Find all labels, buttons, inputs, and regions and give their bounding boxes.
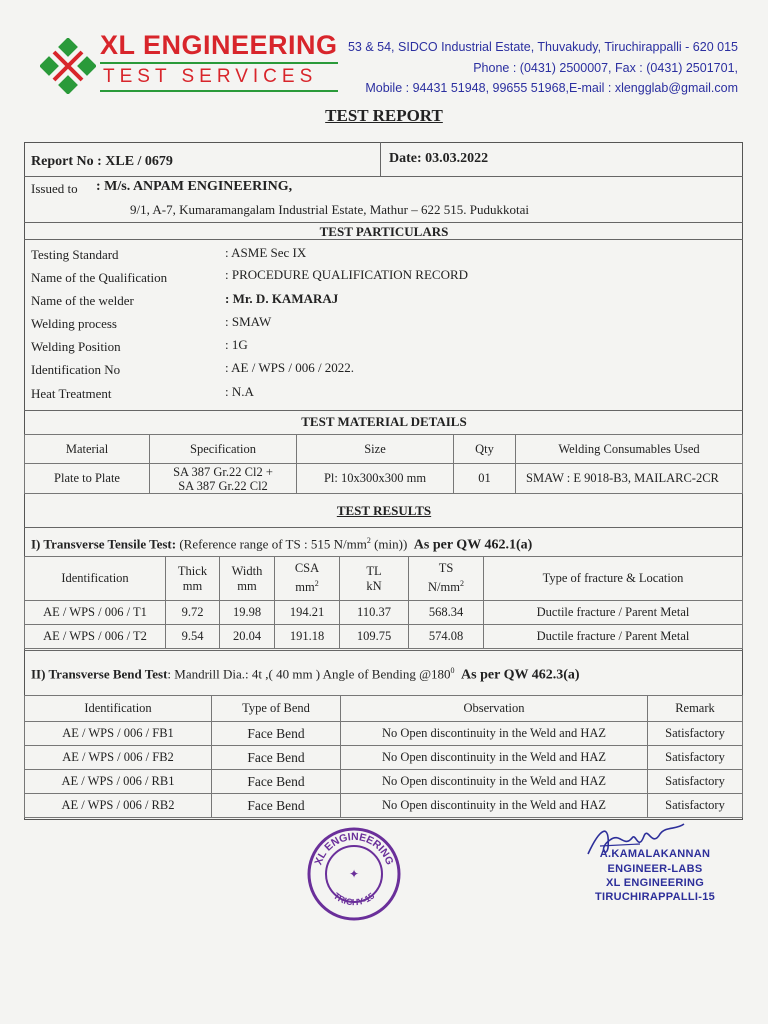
tensile-title-superscript: 2 bbox=[366, 536, 371, 545]
csa-cell: 194.21 bbox=[275, 601, 340, 625]
table-header: Specification bbox=[150, 435, 297, 464]
observation-cell: No Open discontinuity in the Weld and HAZ bbox=[341, 722, 648, 746]
tl-cell: 109.75 bbox=[340, 625, 409, 649]
fracture-cell: Ductile fracture / Parent Metal bbox=[484, 601, 743, 625]
id-cell: AE / WPS / 006 / FB1 bbox=[25, 722, 212, 746]
table-header: Welding Consumables Used bbox=[516, 435, 743, 464]
bend-type-cell: Face Bend bbox=[212, 770, 341, 794]
table-header: Qty bbox=[454, 435, 516, 464]
particular-value: : ASME Sec IX bbox=[225, 245, 307, 260]
issued-to-name: : M/s. ANPAM ENGINEERING, bbox=[96, 179, 293, 194]
table-header bbox=[166, 557, 220, 601]
diamond-cross-logo-icon bbox=[40, 38, 96, 94]
svg-text:TRICHY-15 bbox=[332, 891, 377, 908]
particular-label: Heat Treatment bbox=[31, 386, 112, 401]
issued-to-address: 9/1, A-7, Kumaramangalam Industrial Estate, Mathur – 622 515. Pudukkotai bbox=[130, 202, 529, 217]
header-thick: Thick bbox=[177, 563, 208, 578]
signatory-role: ENGINEER-LABS bbox=[607, 863, 703, 875]
table-header: Material bbox=[25, 435, 150, 464]
tensile-title-tail: (min)) bbox=[370, 536, 408, 552]
specification-line: SA 387 Gr.22 Cl2 + bbox=[173, 464, 273, 479]
observation-cell: No Open discontinuity in the Weld and HAZ bbox=[341, 746, 648, 770]
table-header: Type of Bend bbox=[212, 696, 341, 722]
size-cell: Pl: 10x300x300 mm bbox=[297, 464, 454, 494]
header-ts: TS bbox=[438, 561, 454, 576]
particular-value: : PROCEDURE QUALIFICATION RECORD bbox=[225, 267, 469, 282]
id-cell: AE / WPS / 006 / RB1 bbox=[25, 770, 212, 794]
table-header: Type of fracture & Location bbox=[484, 557, 743, 601]
header-thick-unit: mm bbox=[182, 578, 203, 593]
bend-title-superscript: 0 bbox=[450, 666, 455, 675]
bend-type-cell: Face Bend bbox=[212, 794, 341, 818]
table-row bbox=[25, 794, 743, 818]
particular-label: Welding process bbox=[31, 316, 117, 331]
divider bbox=[24, 410, 743, 411]
signatory-place: TIRUCHIRAPPALLI-15 bbox=[594, 891, 716, 903]
welder-name: : Mr. D. KAMARAJ bbox=[225, 291, 339, 306]
report-date: Date: 03.03.2022 bbox=[389, 151, 489, 166]
remark-cell: Satisfactory bbox=[648, 770, 743, 794]
brand-subtitle: TEST SERVICES bbox=[103, 66, 318, 87]
brand-rule-top bbox=[100, 62, 338, 64]
table-header-row bbox=[25, 435, 743, 464]
particular-label: Identification No bbox=[31, 362, 121, 377]
material-cell: Plate to Plate bbox=[25, 464, 150, 494]
fracture-cell: Ductile fracture / Parent Metal bbox=[484, 625, 743, 649]
tensile-title-text: (Reference range of TS : 515 N/mm bbox=[176, 536, 367, 552]
section-heading-material: TEST MATERIAL DETAILS bbox=[301, 414, 467, 429]
table-header-row bbox=[25, 696, 743, 722]
id-cell: AE / WPS / 006 / T1 bbox=[25, 601, 166, 625]
table-header: Observation bbox=[341, 696, 648, 722]
remark-cell: Satisfactory bbox=[648, 794, 743, 818]
particular-label: Name of the Qualification bbox=[31, 270, 168, 285]
divider bbox=[380, 142, 381, 176]
table-header bbox=[340, 557, 409, 601]
company-seal-stamp bbox=[306, 826, 402, 922]
observation-cell: No Open discontinuity in the Weld and HAZ bbox=[341, 794, 648, 818]
table-header-row bbox=[25, 557, 743, 601]
table-header: Remark bbox=[648, 696, 743, 722]
particular-label: Testing Standard bbox=[31, 247, 119, 262]
table-row bbox=[25, 464, 743, 494]
header-tl-unit: kN bbox=[366, 578, 382, 593]
material-table bbox=[24, 434, 743, 494]
specification-line: SA 387 Gr.22 Cl2 bbox=[178, 478, 268, 493]
table-header bbox=[220, 557, 275, 601]
seal-top-text: XL ENGINEERING bbox=[312, 830, 396, 867]
phone-fax-line: Phone : (0431) 2500007, Fax : (0431) 2501701, bbox=[473, 61, 738, 75]
table-row bbox=[25, 722, 743, 746]
table-header bbox=[275, 557, 340, 601]
observation-cell: No Open discontinuity in the Weld and HAZ bbox=[341, 770, 648, 794]
issued-to-label: Issued to bbox=[31, 181, 78, 196]
table-row bbox=[25, 746, 743, 770]
table-row bbox=[25, 625, 743, 649]
thick-cell: 9.72 bbox=[166, 601, 220, 625]
thick-cell: 9.54 bbox=[166, 625, 220, 649]
divider bbox=[24, 239, 743, 240]
signatory-company: XL ENGINEERING bbox=[605, 877, 705, 889]
width-cell: 20.04 bbox=[220, 625, 275, 649]
bend-title-bold: II) Transverse Bend Test bbox=[31, 666, 168, 682]
qty-cell: 01 bbox=[454, 464, 516, 494]
header-csa: CSA bbox=[294, 561, 320, 576]
results-heading-text: TEST RESULTS bbox=[336, 503, 432, 518]
divider bbox=[24, 527, 743, 528]
remark-cell: Satisfactory bbox=[648, 746, 743, 770]
tl-cell: 110.37 bbox=[340, 601, 409, 625]
particular-value: : 1G bbox=[225, 337, 248, 352]
header-ts-unit: N/mm bbox=[428, 580, 460, 595]
divider bbox=[24, 650, 743, 651]
tensile-table bbox=[24, 556, 743, 649]
id-cell: AE / WPS / 006 / T2 bbox=[25, 625, 166, 649]
header-ts-superscript: 2 bbox=[459, 579, 464, 589]
csa-cell: 191.18 bbox=[275, 625, 340, 649]
table-header: Size bbox=[297, 435, 454, 464]
particular-value: : SMAW bbox=[225, 314, 272, 329]
particular-label: Welding Position bbox=[31, 339, 121, 354]
bend-type-cell: Face Bend bbox=[212, 746, 341, 770]
header-csa-superscript: 2 bbox=[314, 579, 319, 589]
specification-cell bbox=[150, 464, 297, 494]
divider bbox=[24, 176, 743, 177]
tensile-test-title bbox=[31, 536, 532, 553]
section-heading-results bbox=[0, 503, 768, 519]
particular-value: : AE / WPS / 006 / 2022. bbox=[225, 360, 355, 375]
header-tl: TL bbox=[366, 563, 382, 578]
svg-text:XL ENGINEERING bbox=[312, 831, 395, 867]
section-heading-particulars: TEST PARTICULARS bbox=[319, 224, 449, 239]
id-cell: AE / WPS / 006 / RB2 bbox=[25, 794, 212, 818]
ts-cell: 568.34 bbox=[409, 601, 484, 625]
table-row bbox=[25, 770, 743, 794]
tensile-title-reference: As per QW 462.1(a) bbox=[413, 537, 533, 553]
tensile-title-bold: I) Transverse Tensile Test: bbox=[31, 536, 177, 552]
width-cell: 19.98 bbox=[220, 601, 275, 625]
particular-value: : N.A bbox=[225, 384, 254, 399]
bend-title-text: : Mandrill Dia.: 4t ,( 40 mm ) Angle of Bending @180 bbox=[167, 666, 451, 682]
divider bbox=[24, 222, 743, 223]
brand-title: XL ENGINEERING bbox=[100, 30, 338, 60]
seal-bottom-text: TRICHY-15 bbox=[331, 890, 377, 908]
address-line: 53 & 54, SIDCO Industrial Estate, Thuvakudy, Tiruchirappalli - 620 015 bbox=[347, 40, 738, 54]
page-title bbox=[0, 106, 768, 126]
id-cell: AE / WPS / 006 / FB2 bbox=[25, 746, 212, 770]
bend-title-reference: As per QW 462.3(a) bbox=[461, 667, 580, 683]
table-row bbox=[25, 601, 743, 625]
bend-table bbox=[24, 695, 743, 818]
table-header: Identification bbox=[25, 696, 212, 722]
header-width: Width bbox=[231, 563, 263, 578]
header-width-unit: mm bbox=[237, 578, 257, 593]
consumables-cell: SMAW : E 9018-B3, MAILARC-2CR bbox=[516, 464, 743, 494]
header-csa-unit: mm bbox=[295, 580, 315, 595]
page-title-text: TEST REPORT bbox=[325, 106, 443, 125]
particular-label: Name of the welder bbox=[31, 293, 134, 308]
brand-rule-bottom bbox=[100, 90, 338, 92]
bend-test-title bbox=[31, 666, 580, 683]
signatory-name: A.KAMALAKANNAN bbox=[599, 848, 711, 860]
report-number: Report No : XLE / 0679 bbox=[31, 154, 173, 169]
table-header bbox=[409, 557, 484, 601]
ts-cell: 574.08 bbox=[409, 625, 484, 649]
remark-cell: Satisfactory bbox=[648, 722, 743, 746]
mobile-email-line: Mobile : 94431 51948, 99655 51968,E-mail : xlengglab@gmail.com bbox=[365, 81, 738, 95]
bend-type-cell: Face Bend bbox=[212, 722, 341, 746]
seal-star-icon: ✦ bbox=[348, 867, 360, 881]
table-header: Identification bbox=[25, 557, 166, 601]
